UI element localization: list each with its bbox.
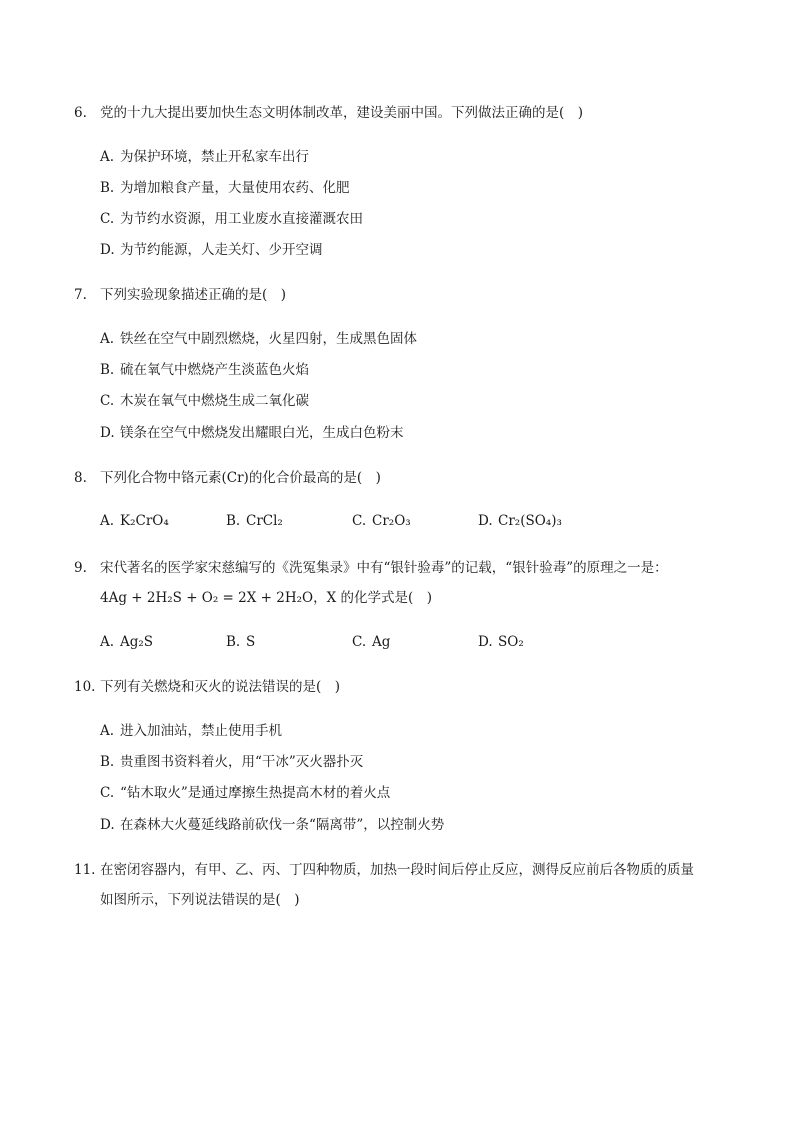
option-letter: C. [100,785,115,801]
option-letter: C. [352,634,367,650]
option-letter: A. [100,513,115,529]
question-stem: 下列化合物中铬元素(Cr)的化合价最高的是( ) [100,470,381,486]
question-stem: 下列有关燃烧和灭火的说法错误的是( ) [100,679,341,695]
option-letter: C. [352,513,367,529]
option-letter: A. [100,149,115,165]
option-letter: D. [100,242,115,258]
option-text: Ag₂S [120,634,154,650]
option-text: 在森林大火蔓延线路前砍伐一条“隔离带”，以控制火势 [120,817,445,833]
option-letter: C. [100,393,115,409]
question-stem-continued: 如图所示，下列说法错误的是( ) [100,892,300,908]
option-b [226,633,255,651]
option-letter: D. [100,817,115,833]
option-text: S [246,634,256,650]
question-number: 8. [74,470,87,486]
option-letter: D. [478,634,493,650]
option-text: 为节约能源，人走关灯、少开空调 [120,242,323,258]
question-stem: 党的十九大提出要加快生态文明体制改革，建设美丽中国。下列做法正确的是( ) [100,105,584,121]
option-a [100,512,169,530]
option-letter: D. [100,425,115,441]
option-text: K₂CrO₄ [120,513,169,529]
option-letter: B. [226,634,241,650]
option-text: CrCl₂ [246,513,283,529]
option-text: Cr₂O₃ [372,513,411,529]
option-b [100,361,309,379]
option-letter: A. [100,723,115,739]
option-text: 木炭在氧气中燃烧生成二氧化碳 [120,393,309,409]
option-c [100,392,309,410]
question-number: 6. [74,105,87,121]
question-stem: 下列实验现象描述正确的是( ) [100,287,287,303]
question-number: 9. [74,560,87,576]
option-d [478,633,524,651]
option-a [100,633,153,651]
option-letter: B. [100,362,115,378]
option-letter: B. [100,754,115,770]
option-text: 贵重图书资料着火，用“干冰”灭火器扑灭 [120,754,364,770]
option-text: 硫在氧气中燃烧产生淡蓝色火焰 [120,362,309,378]
option-c [352,633,390,651]
option-letter: B. [226,513,241,529]
question-stem: 在密闭容器内，有甲、乙、丙、丁四种物质，加热一段时间后停止反应，测得反应前后各物质的质量 [100,862,694,878]
option-a [100,148,309,166]
option-d [100,241,323,259]
option-c [352,512,411,530]
option-letter: A. [100,331,115,347]
option-text: 为保护环境，禁止开私家车出行 [120,149,309,165]
question-number: 7. [74,287,87,303]
option-c [100,210,363,228]
option-text: 镁条在空气中燃烧发出耀眼白光，生成白色粉末 [120,425,404,441]
option-b [226,512,283,530]
option-letter: A. [100,634,115,650]
option-b [100,753,363,771]
question-number: 10. [74,679,96,695]
option-text: Cr₂(SO₄)₃ [498,513,562,529]
option-a [100,722,282,740]
option-text: “钻木取火”是通过摩擦生热提高木材的着火点 [120,785,391,801]
option-text: 为节约水资源，用工业废水直接灌溉农田 [120,211,363,227]
option-b [100,179,350,197]
option-text: 为增加粮食产量，大量使用农药、化肥 [120,180,350,196]
question-stem-equation: 4Ag + 2H₂S + O₂ = 2X + 2H₂O，X 的化学式是( ) [100,590,433,606]
option-text: 铁丝在空气中剧烈燃烧，火星四射，生成黑色固体 [120,331,417,347]
option-text: 进入加油站，禁止使用手机 [120,723,282,739]
option-d [100,816,444,834]
question-stem: 宋代著名的医学家宋慈编写的《洗冤集录》中有“银针验毒”的记载，“银针验毒”的原理之一是： [100,560,668,576]
option-letter: D. [478,513,493,529]
option-text: Ag [372,634,391,650]
question-number: 11. [74,862,96,878]
option-text: SO₂ [498,634,524,650]
option-c [100,784,390,802]
option-letter: C. [100,211,115,227]
option-d [478,512,562,530]
option-a [100,330,417,348]
option-d [100,424,404,442]
option-letter: B. [100,180,115,196]
